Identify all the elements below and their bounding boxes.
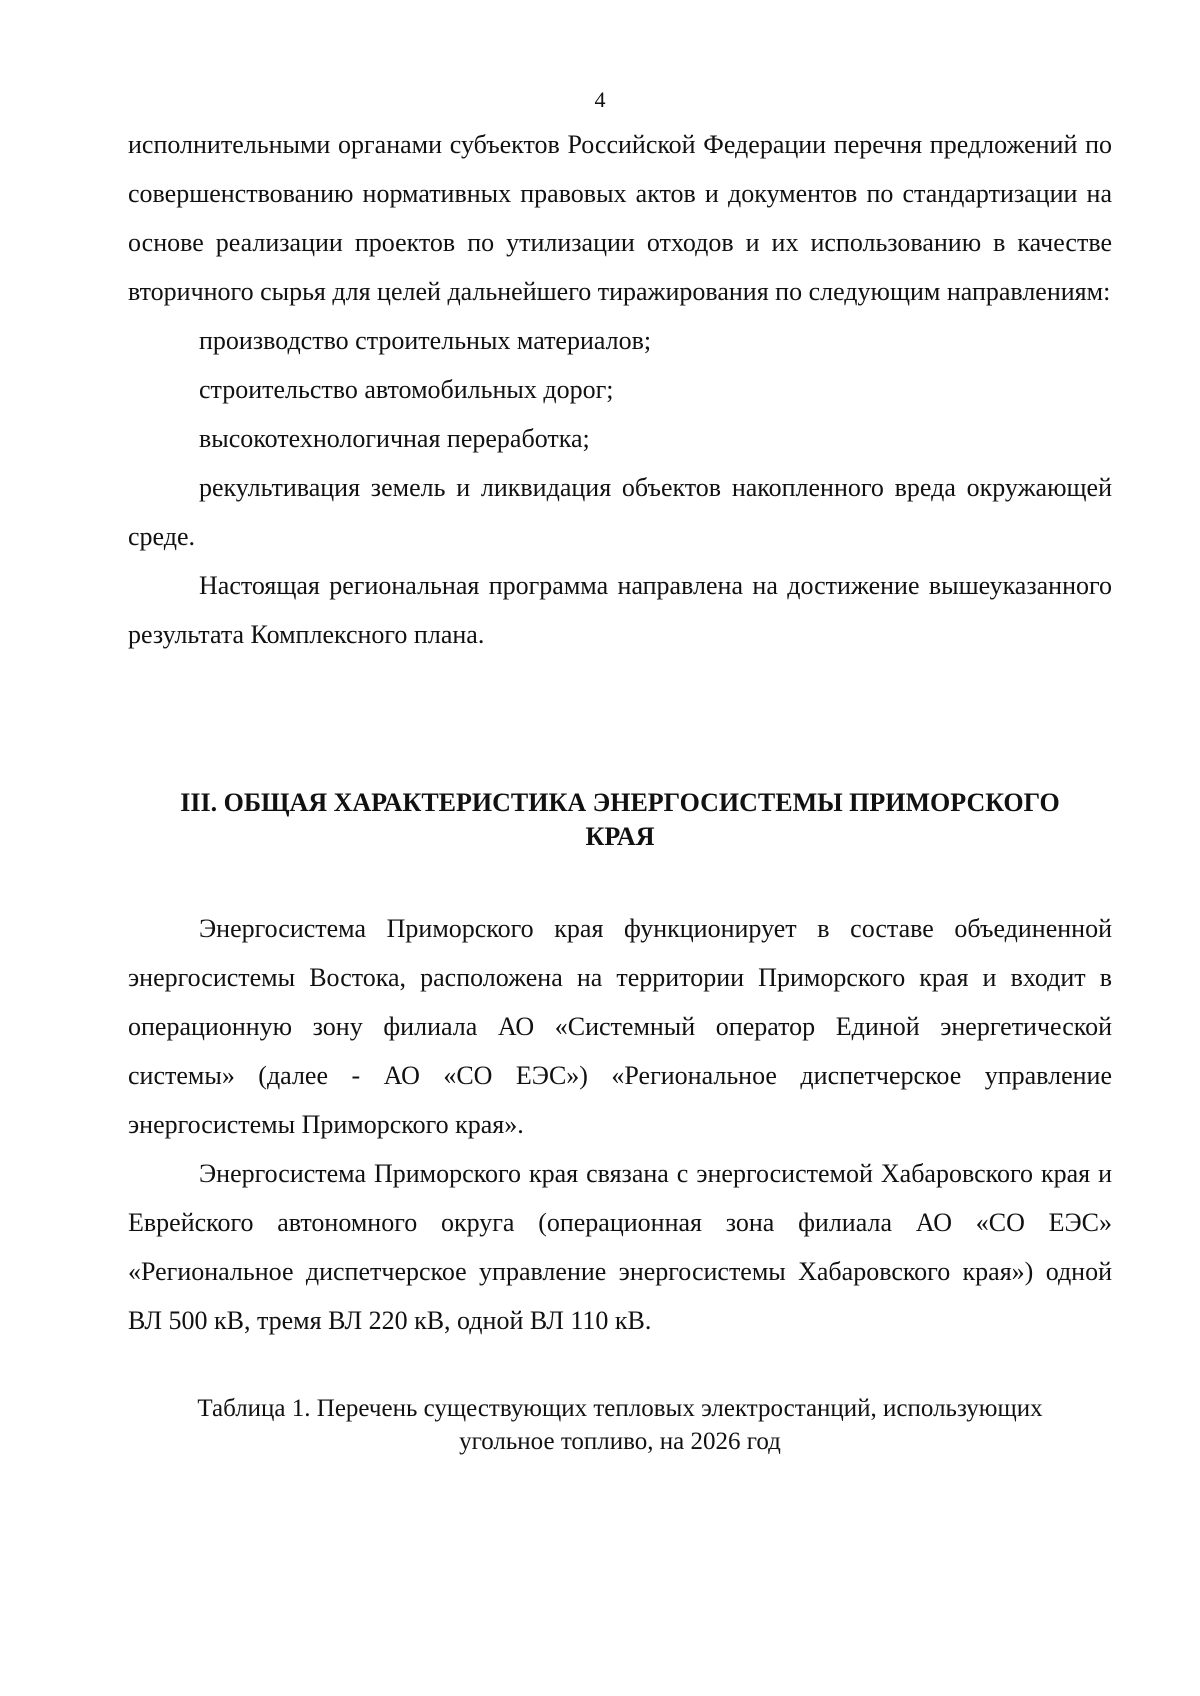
table-caption	[128, 1392, 1112, 1458]
list-item: строительство автомобильных дорог;	[199, 375, 614, 404]
closing-paragraph: Настоящая региональная программа направлена на достижение вышеуказанного результата Комплексного плана.	[128, 571, 1112, 649]
section-heading	[128, 786, 1112, 854]
table-caption-line1: Таблица 1. Перечень существующих тепловых электростанций, использующих	[197, 1395, 1043, 1422]
intro-section	[128, 120, 1112, 659]
section-heading-line1: III. ОБЩАЯ ХАРАКТЕРИСТИКА ЭНЕРГОСИСТЕМЫ ПРИМОРСКОГО	[180, 788, 1060, 817]
list-item: рекультивация земель и ликвидация объектов накопленного вреда окружающей среде.	[128, 473, 1112, 551]
section-body	[128, 904, 1112, 1345]
section-heading-line2: КРАЯ	[585, 822, 655, 851]
intro-paragraph: исполнительными органами субъектов Российской Федерации перечня предложений по совершенствованию нормативных правовых актов и документов по стандартизации на основе реализации проектов по утилизации отходов и их использованию в качестве вторичного сырья для целей дальнейшего тиражирования по следующим направлениям:	[128, 130, 1112, 306]
section-paragraph-1: Энергосистема Приморского края функционирует в составе объединенной энергосистемы Востока, расположена на территории Приморского края и входит в операционную зону филиала АО «Системный оператор Единой энергетической системы» (далее - АО «СО ЕЭС») «Региональное диспетчерское управление энергосистемы Приморского края».	[128, 914, 1112, 1139]
list-item: высокотехнологичная переработка;	[199, 424, 590, 453]
table-caption-line2: угольное топливо, на 2026 год	[459, 1428, 781, 1455]
section-paragraph-2: Энергосистема Приморского края связана с энергосистемой Хабаровского края и Еврейского автономного округа (операционная зона филиала АО «СО ЕЭС» «Региональное диспетчерское управление энергосистемы Хабаровского края») одной ВЛ 500 кВ, тремя ВЛ 220 кВ, одной ВЛ 110 кВ.	[128, 1159, 1112, 1335]
page-number: 4	[594, 87, 606, 112]
list-item: производство строительных материалов;	[199, 326, 652, 355]
